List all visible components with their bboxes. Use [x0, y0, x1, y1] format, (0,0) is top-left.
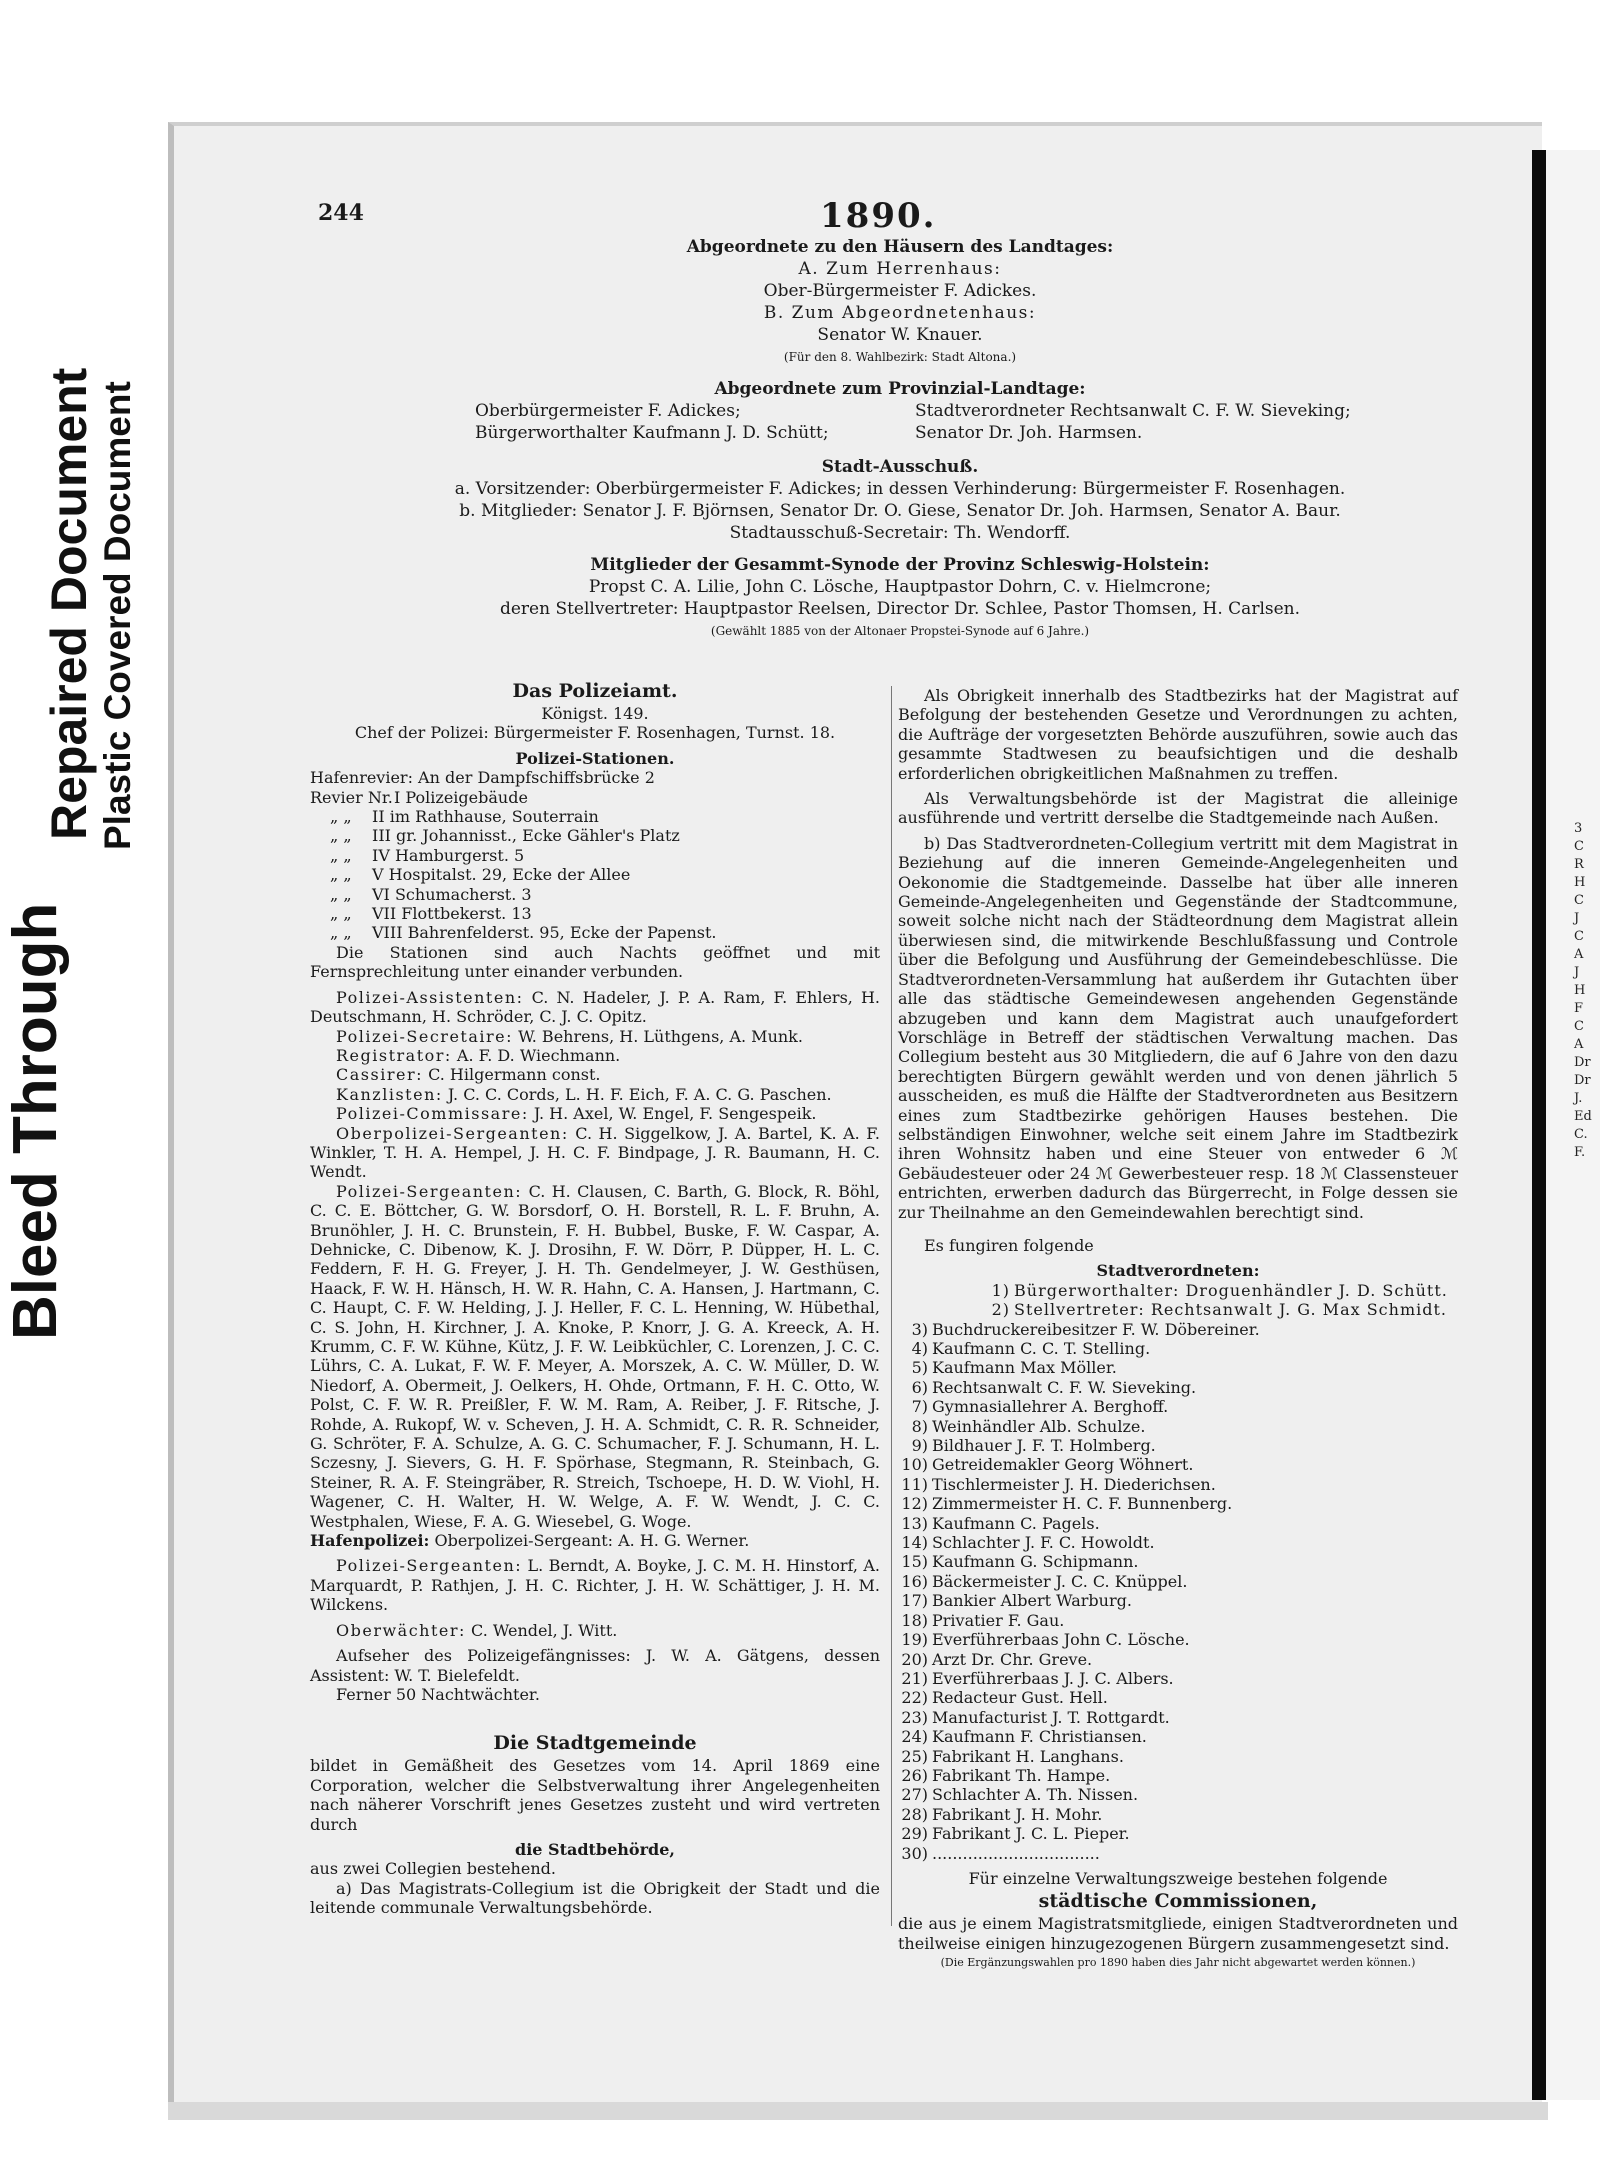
ausschuss-a: a. Vorsitzender: Oberbürgermeister F. Adickes; in dessen Verhinderung: Bürgermeister F. Rosenhagen. — [454, 479, 1346, 499]
stadtverordneter-number: 10) — [901, 1455, 928, 1475]
stadtverordneter-item — [898, 1552, 1458, 1571]
commissionen-intro: Für einzelne Verwaltungszweige bestehen folgende — [968, 1868, 1388, 1888]
stadtverordneter-number: 5) — [911, 1358, 928, 1378]
synode-note: (Gewählt 1885 von der Altonaer Propstei-Synode auf 6 Jahre.) — [710, 624, 1090, 638]
revier-item — [310, 865, 880, 884]
stadtverordneter-number: 24) — [901, 1727, 928, 1747]
stadtverordneter-name: Kaufmann G. Schipmann. — [932, 1552, 1139, 1572]
provinzial-left-1: Oberbürgermeister F. Adickes; — [475, 401, 741, 421]
stadtverordneter-item — [898, 1378, 1458, 1397]
stadtverordneter-item — [898, 1805, 1458, 1824]
stadtverordneter-item — [898, 1436, 1458, 1455]
fragment-text: J — [1574, 911, 1580, 926]
stadtverordneter-item — [898, 1397, 1458, 1416]
registrator: Registrator: A. F. D. Wiechmann. — [336, 1045, 621, 1065]
stadtverordneter-item — [898, 1475, 1458, 1494]
stadtverordneter-item — [898, 1630, 1458, 1649]
abgeordnetenhaus-heading: B. Zum Abgeordnetenhaus: — [763, 303, 1037, 323]
stadtverordneter-name: Kaufmann C. Pagels. — [932, 1513, 1100, 1533]
stadtgemeinde-heading: Die Stadtgemeinde — [493, 1732, 697, 1755]
fragment-text: C — [1574, 1019, 1584, 1034]
stadtverordneter-item — [898, 1572, 1458, 1591]
stadtverordneter-name: Arzt Dr. Chr. Greve. — [932, 1649, 1093, 1669]
synode-line2: deren Stellvertreter: Hauptpastor Reelsen, Director Dr. Schlee, Pastor Thomsen, H. Carlsen. — [499, 599, 1301, 619]
page-number: 244 — [318, 200, 364, 226]
fragment-text: R — [1574, 857, 1584, 872]
provinzial-right-1: Stadtverordneter Rechtsanwalt C. F. W. Sieveking; — [915, 401, 1351, 421]
stadtverordneter-name: Gymnasiallehrer A. Berghoff. — [932, 1397, 1169, 1417]
stadtverordneter-name: Privatier F. Gau. — [932, 1610, 1065, 1630]
stadtverordneter-item — [898, 1417, 1458, 1436]
hafen-sergeanten: Polizei-Sergeanten: L. Berndt, A. Boyke, J. C. M. H. Hinstorf, A. Marquardt, P. Rathjen, J. H. C. Richter, J. H. W. Schättiger, J. H. M. Wilckens. — [310, 1556, 880, 1615]
stadtgemeinde-intro: bildet in Gemäßheit des Gesetzes vom 14. April 1869 eine Corporation, welcher die Selbstverwaltung ihrer Angelegenheiten nach näherer Vorschrift jenes Gesetzes zusteht und wird vertreten durch — [310, 1756, 880, 1834]
facing-page-fragments — [1574, 820, 1592, 1162]
assistenten: Polizei-Assistenten: C. N. Hadeler, J. P. A. Ram, F. Ehlers, H. Deutschmann, H. Schröder, C. J. C. Opitz. — [310, 987, 880, 1027]
ausschuss-secretary: Stadtausschuß-Secretair: Th. Wendorff. — [729, 523, 1071, 543]
stadtverordneter-number: 18) — [901, 1610, 928, 1630]
plastic-covered-label: Plastic Covered Document — [97, 381, 138, 850]
ober-sergeanten: Oberpolizei-Sergeanten: C. H. Siggelkow, J. A. Bartel, K. A. F. Winkler, T. H. A. Hempel, J. H. C. F. Bindpage, J. R. Baumann, H. C. Wendt. — [310, 1123, 880, 1182]
stadtverordneter-name: Bäckermeister J. C. C. Knüppel. — [932, 1571, 1188, 1591]
fragment-text: C — [1574, 929, 1584, 944]
revier-item — [310, 846, 880, 865]
stadtverordneter-item — [898, 1785, 1458, 1804]
column-divider — [891, 686, 892, 1926]
revier-ditto: „ „ — [330, 807, 352, 827]
revier-text: IV Hamburgerst. 5 — [372, 845, 525, 865]
stadtverordneter-item — [898, 1747, 1458, 1766]
stadtverordneter-number: 28) — [901, 1804, 928, 1824]
ausschuss-heading: Stadt-Ausschuß. — [821, 457, 979, 477]
fragment-text: Dr — [1574, 1055, 1591, 1070]
facing-page-edge — [1546, 150, 1600, 2100]
stadtverordneter-name: Weinhändler Alb. Schulze. — [932, 1416, 1146, 1436]
stadtverordneter-number: 23) — [901, 1707, 928, 1727]
collegium-text: b) Das Stadtverordneten-Collegium vertritt mit dem Magistrat in Beziehung auf die inneren Gemeinde-Angelegenheiten und Oekonomie die Stadtgemeinde. Dasselbe hat über alle inneren Gemeinde-Angelegenheiten und Gegenstände der Stadtcommune, soweit solche nicht nach der Städteordnung dem Magistrat allein überwiesen sind, die mitwirkende Beschlußfassung und Controle über die Befolgung und Ausführung der Gemeindebeschlüsse. Die Stadtverordneten-Versammlung hat außerdem ihr Gutachten über alle das städtische Gemeindewesen angehenden Gegenstände abzugeben und kann dem Magistrat auch unaufgefordert Vorschläge in Betreff der städtischen Verwaltung machen. Das Collegium besteht aus 30 Mitgliedern, die auf 6 Jahre von den dazu berechtigten Bürgern gewählt werden und von denen jährlich 5 ausscheiden, es muß die Hälfte der Stadtverordneten aus Besitzern eines zum Stadtbezirke gehörigen Hauses bestehen. Die selbständigen Einwohner, welche seit einem Jahre im Stadtbezirk ihren Wohnsitz haben und eine Steuer von entweder 6 ℳ Gebäudesteuer oder 24 ℳ Gewerbesteuer resp. 18 ℳ Classensteuer entrichten, erwerben dadurch das Bürgerrecht, in Folge dessen sie zur Theilnahme an den Gemeindewahlen berechtigt sind. — [898, 833, 1458, 1222]
stadtverordneter-number: 30) — [901, 1843, 928, 1863]
verwaltung-text: Als Verwaltungsbehörde ist der Magistrat die alleinige ausführende und vertritt derselbe die Stadtgemeinde nach Außen. — [898, 789, 1458, 828]
commissionen-text: die aus je einem Magistratsmitgliede, einigen Stadtverordneten und theilweise einigen hinzugezogenen Bürgern zusammengesetzt sind. — [898, 1914, 1458, 1953]
stadtverordneter-item — [898, 1533, 1458, 1552]
stadtverordneter-name: Bürgerworthalter: Droguenhändler J. D. Schütt. — [1014, 1280, 1448, 1300]
landtag-heading: Abgeordnete zu den Häusern des Landtages: — [686, 237, 1114, 257]
hafenpolizei: Hafenpolizei: Oberpolizei-Sergeant: A. H. G. Werner. — [310, 1531, 750, 1551]
stadtverordneter-number: 16) — [901, 1571, 928, 1591]
revier-ditto: „ „ — [330, 865, 352, 885]
stadtverordneter-name: Zimmermeister H. C. F. Bunnenberg. — [932, 1494, 1233, 1514]
fragment-text: Dr — [1574, 1073, 1591, 1088]
stadtverordneter-number: 4) — [911, 1339, 928, 1358]
stadtverordneter-name: Everführerbaas J. J. C. Albers. — [932, 1668, 1174, 1688]
fragment-text: H — [1574, 875, 1586, 890]
stadtverordneter-item — [898, 1300, 1458, 1319]
stadtverordneter-name: Fabrikant J. C. L. Pieper. — [932, 1824, 1130, 1844]
stadtverordneter-item — [898, 1494, 1458, 1513]
herrenhaus-member: Ober-Bürgermeister F. Adickes. — [763, 281, 1037, 301]
stadtverordneter-name: Buchdruckereibesitzer F. W. Döbereiner. — [932, 1319, 1260, 1339]
polizeiamt-heading: Das Polizeiamt. — [512, 680, 678, 702]
stadtverordneter-number: 22) — [901, 1688, 928, 1708]
stadtverordneter-number: 12) — [901, 1494, 928, 1514]
stadtverordneter-item — [898, 1514, 1458, 1533]
stadtbehoerde-intro: aus zwei Collegien bestehend. — [310, 1859, 556, 1879]
page-bottom-edge — [168, 2102, 1548, 2120]
stadtverordneter-name: Fabrikant Th. Hampe. — [932, 1765, 1111, 1785]
stadtverordneter-name: Fabrikant J. H. Mohr. — [932, 1804, 1103, 1824]
stations-note: Die Stationen sind auch Nachts geöffnet und mit Fernsprechleitung unter einander verbunden. — [310, 942, 880, 982]
stadtverordneter-name: Bankier Albert Warburg. — [932, 1591, 1132, 1611]
stadtbehoerde-heading: die Stadtbehörde, — [515, 1839, 675, 1859]
stadtverordneter-item — [898, 1844, 1458, 1863]
page-gutter-shadow — [1532, 150, 1546, 2100]
revier-ditto: „ „ — [330, 845, 352, 865]
fragment-text: J. — [1574, 1091, 1583, 1106]
stadtverordneter-name: Redacteur Gust. Hell. — [932, 1688, 1108, 1708]
fragment-text: C. — [1574, 1127, 1588, 1142]
stadtverordneter-number: 29) — [901, 1824, 928, 1844]
stadtverordneter-item — [898, 1708, 1458, 1727]
stadtverordneter-number: 6) — [911, 1377, 928, 1397]
revier-label: Revier Nr. — [310, 787, 393, 807]
synode-line1: Propst C. A. Lilie, John C. Lösche, Hauptpastor Dohrn, C. v. Hielmcrone; — [588, 577, 1212, 597]
stadtverordneter-number: 25) — [901, 1746, 928, 1766]
stadtverordneten-heading: Stadtverordneten: — [1096, 1261, 1260, 1281]
stadtverordneter-name: Schlachter J. F. C. Howoldt. — [932, 1533, 1155, 1553]
revier-text: VIII Bahrenfelderst. 95, Ecke der Papenst. — [372, 923, 717, 943]
revier-item — [310, 788, 880, 807]
stadtverordneter-name: Kaufmann C. C. T. Stelling. — [932, 1339, 1151, 1358]
revier-text: VI Schumacherst. 3 — [372, 884, 532, 904]
bleed-through-label: Bleed Through — [1, 902, 70, 1340]
polizeiamt-chief: Chef der Polizei: Bürgermeister F. Rosenhagen, Turnst. 18. — [354, 723, 836, 743]
stations-heading: Polizei-Stationen. — [515, 748, 675, 768]
herrenhaus-heading: A. Zum Herrenhaus: — [798, 259, 1002, 279]
secretaire: Polizei-Secretaire: W. Behrens, H. Lüthgens, A. Munk. — [336, 1026, 803, 1046]
header-section — [320, 236, 1480, 642]
provinzial-left-2: Bürgerworthalter Kaufmann J. D. Schütt; — [475, 423, 829, 443]
stadtverordneter-number: 7) — [911, 1397, 928, 1417]
stadtverordneter-number: 17) — [901, 1591, 928, 1611]
revier-item — [310, 826, 880, 845]
gefaengnis: Aufseher des Polizeigefängnisses: J. W. A. Gätgens, dessen Assistent: W. T. Bielefeldt. — [310, 1646, 881, 1685]
stadtverordneter-number: 1) — [991, 1280, 1010, 1300]
fragment-text: J — [1574, 965, 1580, 980]
stadtverordneter-number: 11) — [901, 1474, 928, 1494]
stadtverordneter-number: 8) — [911, 1416, 928, 1436]
fragment-text: H — [1574, 983, 1586, 998]
revier-item — [310, 807, 880, 826]
stadtverordneter-item — [898, 1320, 1458, 1339]
nachtwaechter: Ferner 50 Nachtwächter. — [336, 1684, 540, 1704]
stadtverordneter-item — [898, 1611, 1458, 1630]
stadtverordneter-name: Bildhauer J. F. T. Holmberg. — [932, 1436, 1156, 1456]
stadtverordneter-name: Rechtsanwalt C. F. W. Sieveking. — [932, 1377, 1197, 1397]
stadtverordneter-name: Schlachter A. Th. Nissen. — [932, 1785, 1139, 1805]
stadtverordneter-name: Tischlermeister J. H. Diederichsen. — [932, 1474, 1216, 1494]
provinzial-heading: Abgeordnete zum Provinzial-Landtage: — [714, 379, 1086, 399]
oberwaechter: Oberwächter: C. Wendel, J. Witt. — [336, 1620, 618, 1640]
repaired-document-label: Repaired Document — [41, 367, 97, 840]
stadtverordneter-number: 13) — [901, 1513, 928, 1533]
revier-text: II im Rathhause, Souterrain — [372, 807, 599, 827]
stadtverordneter-number: 27) — [901, 1785, 928, 1805]
stadtverordneter-name: Fabrikant H. Langhans. — [932, 1746, 1124, 1766]
stadtverordneter-name: Manufacturist J. T. Rottgardt. — [932, 1707, 1170, 1727]
abgeordnetenhaus-member: Senator W. Knauer. — [817, 325, 983, 345]
wahlbezirk-note: (Für den 8. Wahlbezirk: Stadt Altona.) — [783, 350, 1017, 364]
revier-ditto: „ „ — [330, 923, 352, 943]
stadtverordneter-number: 20) — [901, 1649, 928, 1669]
stadtverordneter-item — [898, 1824, 1458, 1843]
stadtverordneter-item — [898, 1688, 1458, 1707]
stadtverordneter-number: 26) — [901, 1765, 928, 1785]
cassirer: Cassirer: C. Hilgermann const. — [336, 1065, 601, 1085]
fragment-text: A — [1574, 1037, 1584, 1052]
fragment-text: 3 — [1574, 821, 1583, 836]
fragment-text: C — [1574, 893, 1584, 908]
commissare: Polizei-Commissare: J. H. Axel, W. Engel, F. Sengespeik. — [336, 1104, 817, 1124]
stadtverordneter-number: 14) — [901, 1533, 928, 1553]
revier-text: III gr. Johannisst., Ecke Gähler's Platz — [372, 826, 680, 846]
magistrat-text: a) Das Magistrats-Collegium ist die Obrigkeit der Stadt und die leitende communale Verwaltungsbehörde. — [310, 1878, 880, 1918]
stadtverordneter-item — [898, 1650, 1458, 1669]
revier-text: I Polizeigebäude — [394, 787, 528, 807]
stadtverordneter-name: Kaufmann F. Christiansen. — [932, 1727, 1147, 1747]
obrigkeit-text: Als Obrigkeit innerhalb des Stadtbezirks hat der Magistrat auf Befolgung der bestehenden Gesetze und Verordnungen zu achten, die Aufträge der vorgesetzten Behörde auszuführen, sowie auch das gesammte Stadtwesen zu beaufsichtigen und die deshalb erforderlichen obrigkeitlichen Maßnahmen zu treffen. — [898, 686, 1458, 783]
stadtverordneten-list — [898, 1281, 1458, 1863]
stadtverordneter-name: Everführerbaas John C. Lösche. — [932, 1630, 1190, 1650]
stadtverordneter-number: 21) — [901, 1668, 928, 1688]
revier-list — [310, 788, 880, 943]
stadtverordneter-number: 3) — [911, 1319, 928, 1339]
revier-ditto: „ „ — [330, 826, 352, 846]
right-column — [898, 686, 1458, 1973]
revier-text: V Hospitalst. 29, Ecke der Allee — [372, 865, 631, 885]
revier-item — [310, 885, 880, 904]
stadtverordneter-item — [898, 1339, 1458, 1358]
left-column — [310, 678, 880, 1918]
sergeanten: Polizei-Sergeanten: C. H. Clausen, C. Barth, G. Block, R. Böhl, C. C. E. Böttcher, G. W. Borsdorf, O. H. Borstell, R. L. F. Bruhn, A. Brunöhler, J. H. C. Brunstein, F. H. Bubbel, Buske, F. W. Caspar, A. Dehnicke, C. Dibenow, K. J. Drosihn, F. W. Dörr, P. Düpper, H. L. C. Feddern, F. H. G. Freyer, J. H. Th. Gendelmeyer, J. W. Gesthüsen, Haack, F. W. H. Hänsch, H. W. R. Hahn, C. A. Hansen, J. Hartmann, C. C. Haupt, C. F. W. Helding, J. J. Heller, F. C. L. Henning, W. Hübethal, C. S. John, H. Kirchner, J. A. Knoke, P. Knorr, J. G. A. Kreeck, A. H. Krumm, C. F. W. Kühne, Kütz, J. F. W. Leibküchler, C. Lorenzen, J. C. C. Lührs, C. A. Lukat, F. W. F. Meyer, A. Morszek, A. C. W. Müller, D. W. Niedorf, A. Obermeit, J. Oelkers, H. Ohde, Ortmann, F. H. C. Otto, W. Polst, C. F. W. R. Preißler, F. W. M. Ram, A. Reiber, J. F. Ritsche, J. Rohde, A. Rukopf, W. v. Scheven, J. H. A. Schmidt, C. R. R. Schneider, G. Schröter, F. A. Schulze, A. G. C. Schumacher, F. J. Schumann, H. L. Sczesny, J. Sievers, G. H. F. Spörhase, Stegmann, R. Steinbach, G. Steiner, R. A. F. Steingräber, R. Streich, Tschoepe, H. D. W. Viohl, H. Wagener, C. H. Walter, H. W. Welge, A. F. W. Wendt, J. C. C. Westphalen, Wiese, F. A. G. Wiesebel, G. Woge. — [310, 1181, 881, 1531]
stadtverordneter-name: Getreidemakler Georg Wöhnert. — [932, 1455, 1194, 1475]
year-heading: 1890. — [820, 196, 937, 236]
kanzlisten: Kanzlisten: J. C. C. Cords, L. H. F. Eich, F. A. C. G. Paschen. — [336, 1084, 832, 1104]
fragment-text: C — [1574, 839, 1584, 854]
stadtverordneter-item — [898, 1591, 1458, 1610]
stadtverordneter-number: 15) — [901, 1552, 928, 1572]
stadtverordneter-number: 2) — [991, 1300, 1010, 1320]
synode-heading: Mitglieder der Gesammt-Synode der Provinz Schleswig-Holstein: — [590, 555, 1210, 575]
fragment-text: F — [1574, 1001, 1584, 1016]
hafenrevier: Hafenrevier: An der Dampfschiffsbrücke 2 — [310, 768, 655, 788]
stadtverordneter-name: Stellvertreter: Rechtsanwalt J. G. Max Schmidt. — [1014, 1300, 1447, 1320]
commissionen-note: (Die Ergänzungswahlen pro 1890 haben dies Jahr nicht abgewartet werden können.) — [940, 1956, 1416, 1970]
stadtverordneter-name: ................................. — [932, 1843, 1100, 1863]
stadtverordneter-number: 9) — [911, 1436, 928, 1456]
revier-item — [310, 904, 880, 923]
fragment-text: Ed — [1574, 1109, 1592, 1124]
fragment-text: F. — [1574, 1145, 1586, 1160]
stadtverordneter-item — [898, 1669, 1458, 1688]
revier-item — [310, 923, 880, 942]
stadtverordneter-item — [898, 1455, 1458, 1474]
polizeiamt-address: Königst. 149. — [541, 704, 649, 723]
stadtverordneter-name: Kaufmann Max Möller. — [932, 1358, 1117, 1378]
fragment-text: A — [1574, 947, 1584, 962]
stadtverordneter-number: 19) — [901, 1630, 928, 1650]
ausschuss-b: b. Mitglieder: Senator J. F. Björnsen, Senator Dr. O. Giese, Senator Dr. Joh. Harmsen, Senator A. Baur. — [459, 501, 1341, 521]
commissionen-heading: städtische Commissionen, — [1038, 1890, 1318, 1913]
provinzial-right-2: Senator Dr. Joh. Harmsen. — [915, 423, 1143, 443]
stadtverordneter-item — [898, 1766, 1458, 1785]
stadtverordneter-item — [898, 1281, 1458, 1300]
stadtverordneter-item — [898, 1358, 1458, 1377]
fungiren-text: Es fungiren folgende — [924, 1235, 1094, 1255]
revier-ditto: „ „ — [330, 884, 352, 904]
stadtverordneter-item — [898, 1727, 1458, 1746]
provinzial-members — [320, 400, 1480, 446]
revier-text: VII Flottbekerst. 13 — [372, 904, 532, 924]
revier-ditto: „ „ — [330, 904, 352, 924]
